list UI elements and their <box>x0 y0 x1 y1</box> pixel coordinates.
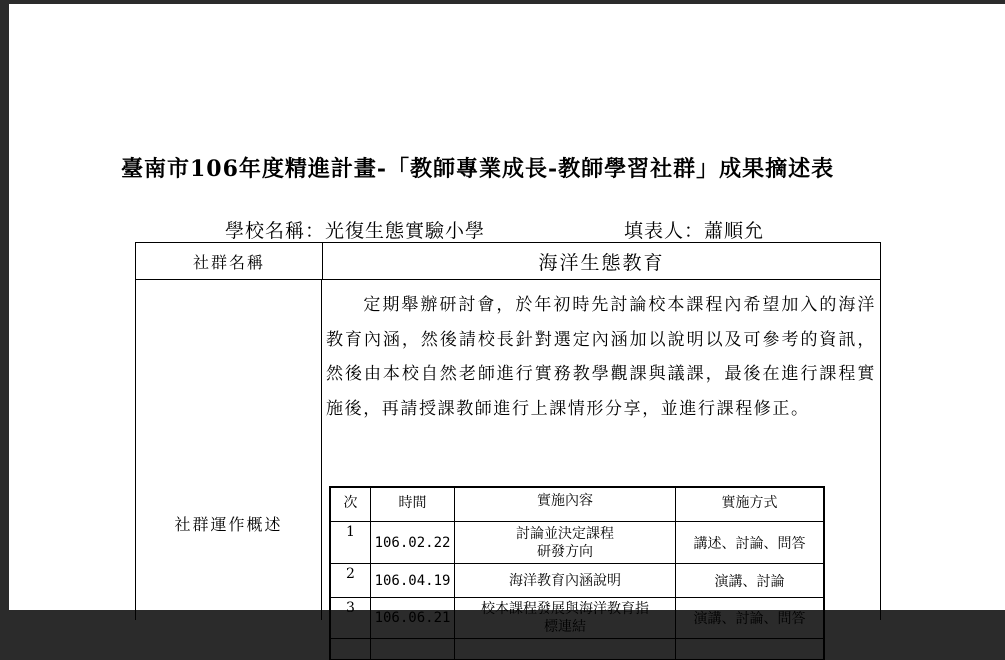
row-content-text: 海洋教育內涵說明 <box>509 572 621 589</box>
table-row <box>331 522 823 564</box>
group-name-row <box>136 243 880 280</box>
row-date: 106.06.21 <box>371 598 455 638</box>
summary-table <box>135 242 881 635</box>
form-filler: 填表人：蕭順允 <box>624 220 765 242</box>
table-row-partial <box>331 639 823 660</box>
header-content: 實施內容 <box>455 488 676 521</box>
row-no: 1 <box>331 522 371 563</box>
group-name-value: 海洋生態教育 <box>538 251 665 274</box>
document-page <box>9 4 1005 635</box>
row-date-empty <box>371 639 455 659</box>
document-title: 臺南市106年度精進計畫-「教師專業成長-教師學習社群」成果摘述表 <box>121 156 835 182</box>
operation-description: 定期舉辦研討會，於年初時先討論校本課程內希望加入的海洋教育內涵，然後請校長針對選定內涵加以說明以及可參考的資訊，然後由本校自然老師進行實務教學觀課與議課，最後在進行課程實施後，再請授課教師進行上課情形分享，並進行課程修正。 <box>326 295 876 419</box>
row-date: 106.04.19 <box>371 564 455 597</box>
school-name: 學校名稱：光復生態實驗小學 <box>225 220 486 242</box>
operation-label: 社群運作概述 <box>136 280 322 620</box>
operation-content <box>322 280 880 635</box>
row-no: 2 <box>331 564 371 597</box>
row-method: 演講、討論、問答 <box>693 611 806 627</box>
row-method: 演講、討論 <box>714 573 785 590</box>
row-date: 106.02.22 <box>371 522 455 563</box>
row-content-empty <box>455 639 676 659</box>
row-content-text: 校本課程發展與海洋教育指 標連結 <box>481 601 649 635</box>
row-content <box>455 564 676 597</box>
row-content <box>455 598 676 638</box>
row-no-empty <box>331 639 371 659</box>
row-content <box>455 522 676 563</box>
table-row <box>331 598 823 639</box>
row-method-empty <box>676 639 823 659</box>
row-content-text: 討論並決定課程 研發方向 <box>516 525 614 560</box>
schedule-table <box>329 486 825 660</box>
header-method: 實施方式 <box>721 495 778 511</box>
schedule-header-row <box>331 488 823 522</box>
row-no: 3 <box>331 598 371 638</box>
header-date: 時間 <box>371 488 455 521</box>
operation-row <box>136 280 880 635</box>
group-name-label: 社群名稱 <box>136 243 323 279</box>
row-method: 講述、討論、問答 <box>693 535 806 552</box>
header-no: 次 <box>331 488 371 521</box>
table-row <box>331 564 823 598</box>
